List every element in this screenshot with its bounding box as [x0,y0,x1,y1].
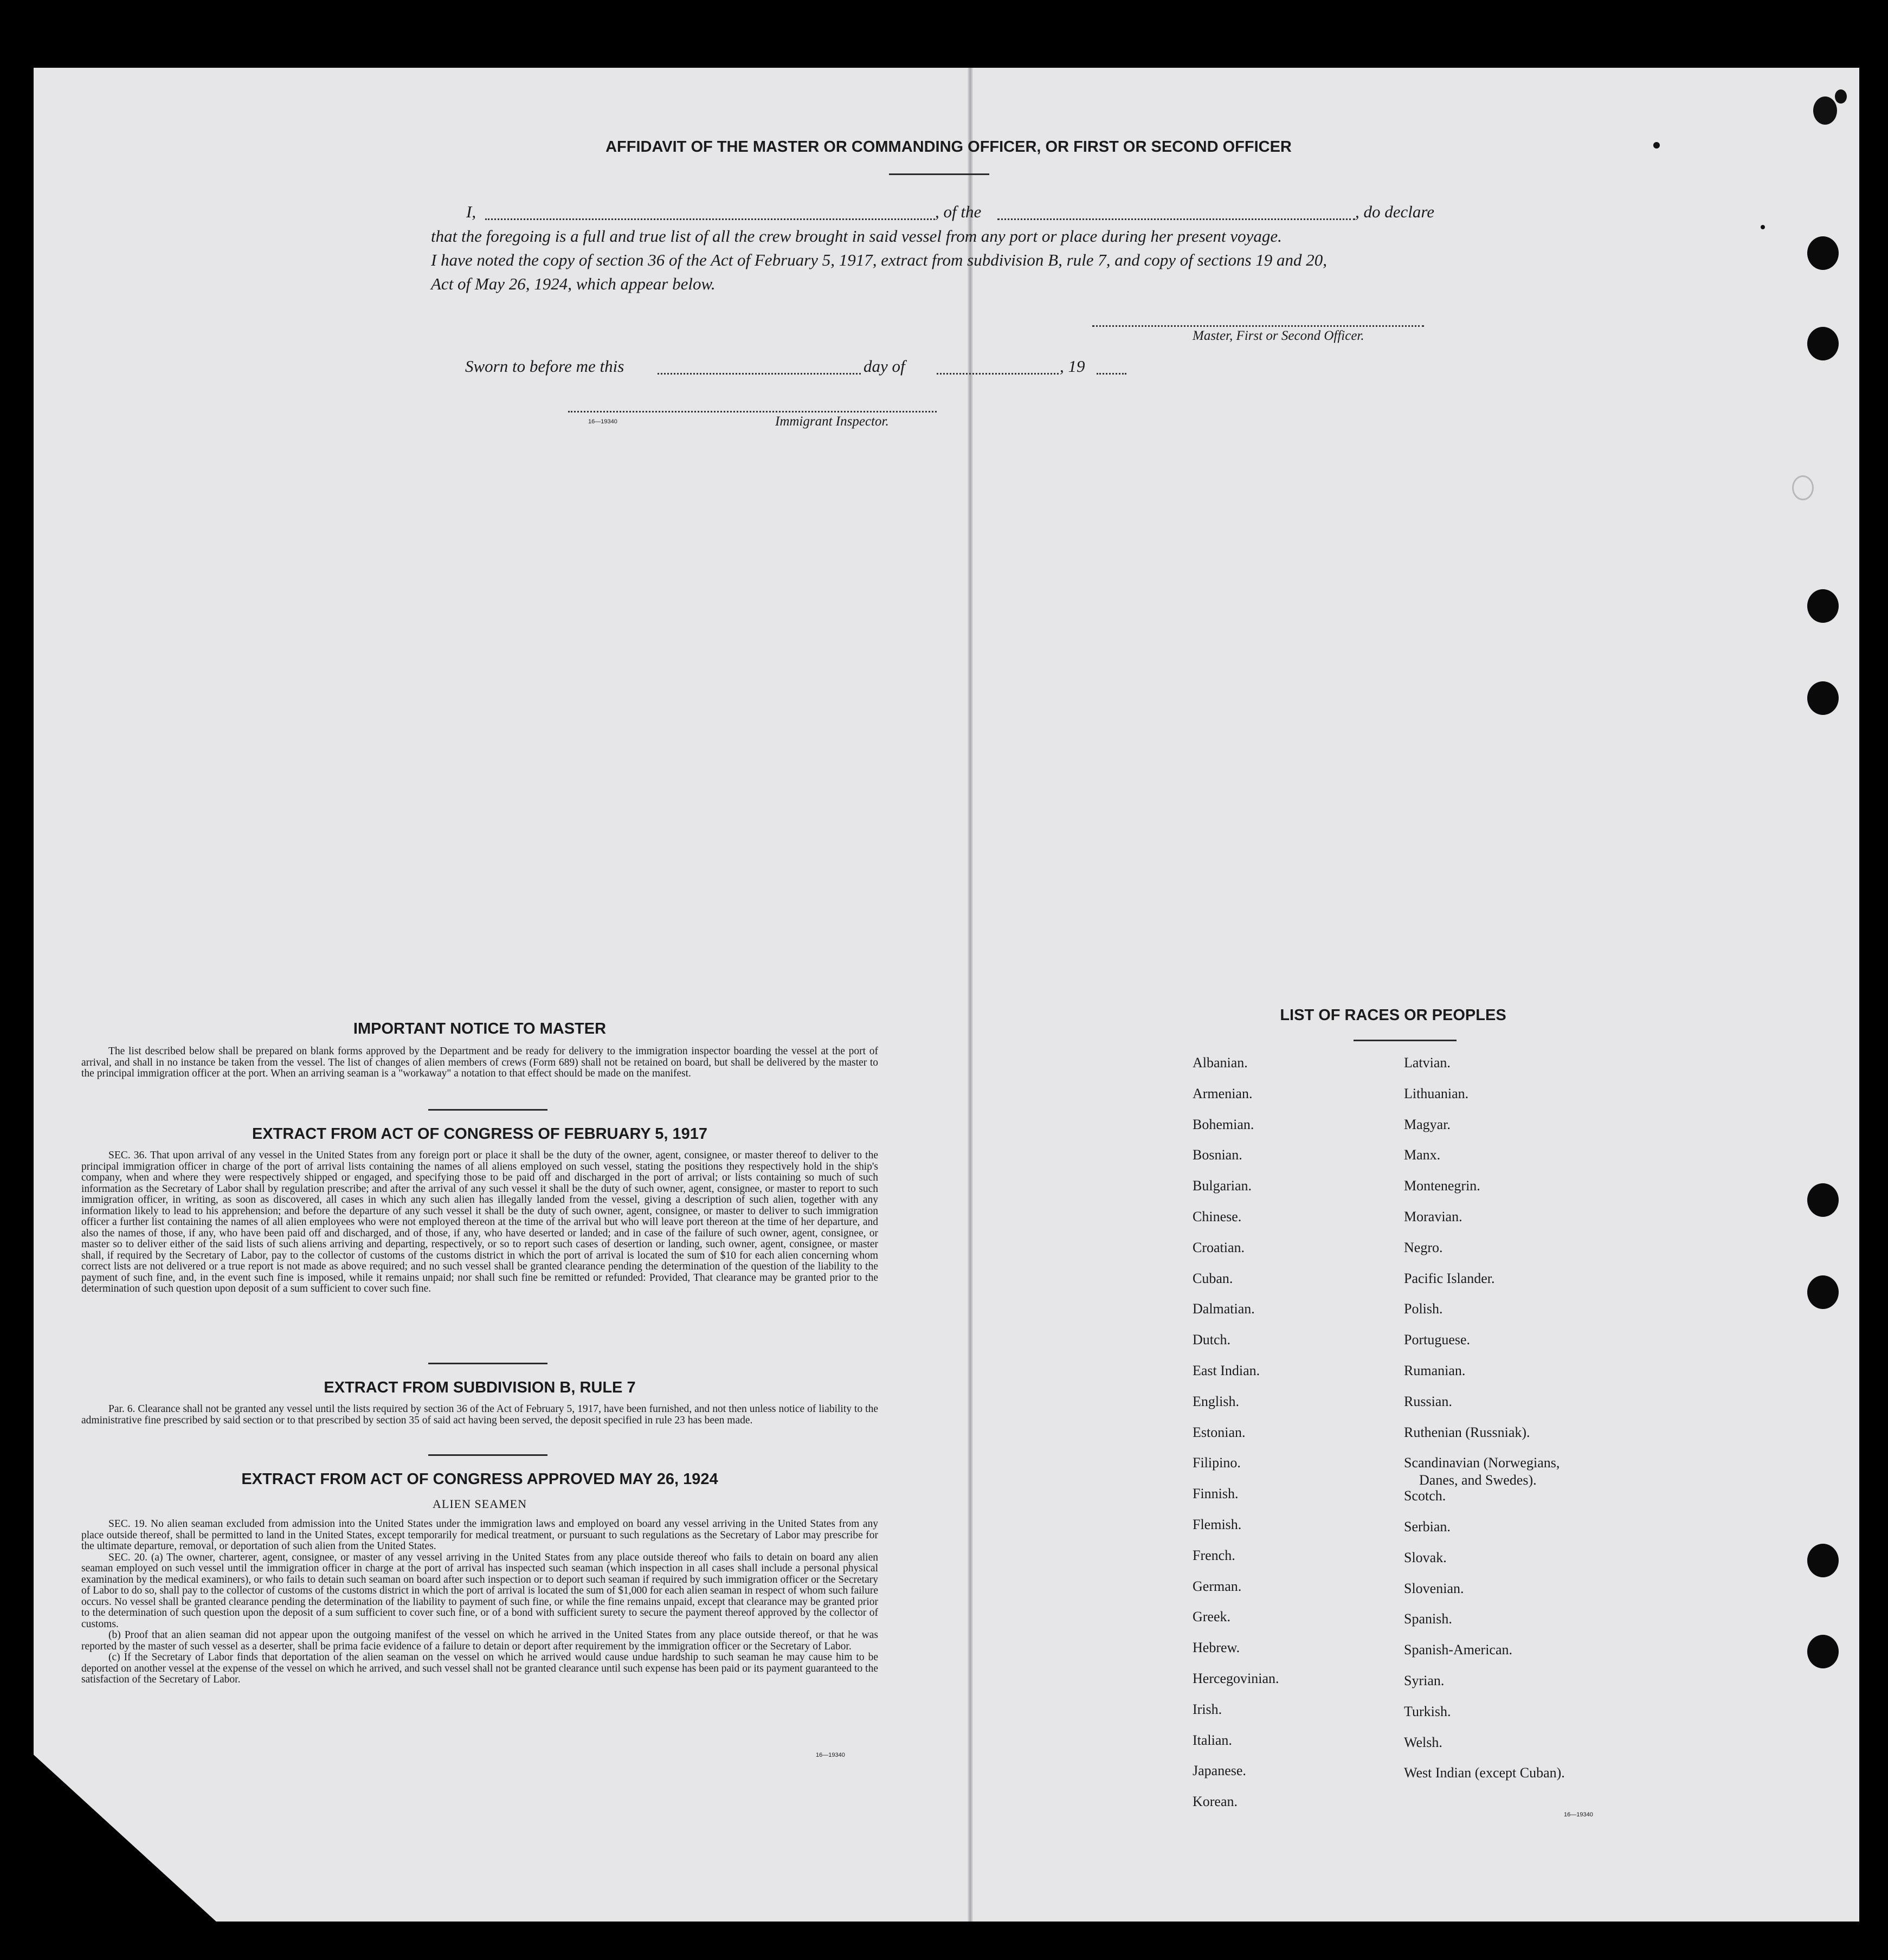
notice-body [81,1046,878,1080]
sworn-month-field[interactable] [937,373,1059,375]
punch-hole [1807,681,1839,715]
rule-7-title: EXTRACT FROM SUBDIVISION B, RULE 7 [324,1379,636,1396]
race-item: French. [1193,1547,1235,1563]
form-number: 16—19340 [816,1752,845,1758]
race-item: Chinese. [1193,1209,1242,1224]
punch-hole [1807,327,1839,360]
race-item: Croatian. [1193,1239,1245,1255]
race-item: Japanese. [1193,1763,1246,1779]
race-item: Syrian. [1404,1673,1445,1688]
race-item: Dalmatian. [1193,1301,1255,1317]
race-item: Finnish. [1193,1486,1239,1502]
declaration-line-4: Act of May 26, 1924, which appear below. [431,274,716,293]
ink-speck [1653,142,1660,149]
race-item: Albanian. [1193,1055,1248,1071]
section-divider [428,1109,547,1111]
punch-hole [1807,1635,1839,1668]
extract-1917-body [81,1150,878,1295]
race-item: Irish. [1193,1701,1222,1717]
section-36-paragraph: SEC. 36. That upon arrival of any vessel in the United States from any foreign port or place it shall be the duty of the owner, agent, consignee, or master thereof to deliver to the principal immigration officer in charge of the port of arrival lists containing the names of all aliens employed on such vessel, stating the positions they respectively hold in the ship's company, when and where they were respectively shipped or engaged, and specifying those to be paid off and discharged in the port of arrival; or lists containing so much of such information as the Secretary of Labor shall by regulation prescribe; and after the arrival of any such vessel it shall be the duty of such owner, agent, consignee, or master to report to such immigration officer, in writing, as soon as discovered, all cases in which any such alien has illegally landed from the vessel, giving a description of such alien, together with any information likely to lead to his apprehension; and before the departure of any such vessel it shall be the duty of such owner, agent, consignee, or master to deliver to such immigration officer a further list containing the names of all alien employees who were not employed thereon at the time of the arrival but who will leave port thereon at the time of her departure, and also the names of those, if any, who have been paid off and discharged, and of those, if any, who have deserted or landed; and in case of the failure of such owner, agent, consignee, or master so to deliver either of the said lists of such aliens arriving and departing, respectively, or so to report such cases of desertion or landing, such owner, agent, consignee, or master shall, if required by the Secretary of Labor, pay to the collector of customs of the customs district in which the port of arrival is located the sum of $10 for each alien concerning whom correct lists are not delivered or a true report is not made as above required; and no such vessel shall be granted clearance pending the determination of the question of the liability to the payment of such fine, and, in the event such fine is imposed, while it remains unpaid; nor shall such fine be remitted or refunded: Provided, That clearance may be granted prior to the determination of such question upon deposit of a sum sufficient to cover such fine. [81,1150,878,1294]
declarant-prefix: I, [466,202,476,221]
year-prefix: , 19 [1060,357,1085,376]
race-item: Serbian. [1404,1519,1451,1535]
rule-7-body [81,1404,878,1426]
race-item: Greek. [1193,1609,1231,1625]
race-item: West Indian (except Cuban). [1404,1765,1565,1781]
sec-20a-paragraph: SEC. 20. (a) The owner, charterer, agent, consignee, or master of any vessel arriving in the United States from any place outside thereof who fails to detain on board any alien seaman employed on such vessel until the immigration officer in charge at the port of arrival has inspected such seaman (which inspection in all cases shall include a personal physical examination by the medical examiners), or who fails to detain such seaman on board after such inspection or to deport such seaman if required by such immigration officer or the Secretary of Labor to do so, shall pay to the collector of customs of the customs district in which the port of arrival is located the sum of $1,000 for each alien seaman in respect of whom such failure occurs. No vessel shall be granted clearance pending the determination of the liability to payment of such fine, or while the fine remains unpaid, except that clearance may be granted prior to the determination of such question upon the deposit of a sum sufficient to cover such fine, or of a bond with sufficient surety to secure the payment thereof approved by the collector of customs. [81,1551,878,1630]
extract-1924-body [81,1519,878,1686]
race-item: Spanish. [1404,1611,1452,1627]
races-title: LIST OF RACES OR PEOPLES [1280,1007,1506,1024]
race-item: Russian. [1404,1393,1452,1409]
race-item: Dutch. [1193,1332,1231,1348]
declare-suffix: , do declare [1355,202,1435,221]
race-item: Filipino. [1193,1455,1241,1471]
inspector-label: Immigrant Inspector. [775,414,889,429]
race-item: Polish. [1404,1301,1443,1317]
alien-seamen-subtitle: ALIEN SEAMEN [433,1497,527,1511]
punch-hole [1807,236,1839,270]
section-divider [428,1454,547,1456]
sworn-prefix: Sworn to before me this [465,357,624,376]
race-item: Scotch. [1404,1488,1446,1504]
race-item: Bulgarian. [1193,1178,1252,1194]
affidavit-title: AFFIDAVIT OF THE MASTER OR COMMANDING OFFICER, OR FIRST OR SECOND OFFICER [605,138,1292,156]
race-item: English. [1193,1393,1239,1409]
officer-label: Master, First or Second Officer. [1193,328,1364,343]
race-item: German. [1193,1578,1242,1594]
race-item: Hercegovinian. [1193,1671,1279,1686]
race-item: Rumanian. [1404,1363,1466,1378]
title-underline [889,173,989,175]
race-item: Cuban. [1193,1270,1233,1286]
ink-speck [1761,225,1765,229]
race-item: Montenegrin. [1404,1178,1480,1194]
sec-19-paragraph: SEC. 19. No alien seaman excluded from admission into the United States under the immigration laws and employed on board any vessel arriving in the United States from any place outside thereof, shall be permitted to land in the United States, except temporarily for medical treatment, or pursuant to such regulations as the Secretary of Labor may prescribe for the ultimate departure, removal, or deportation of such alien from the United States. [81,1518,878,1552]
par-6-paragraph: Par. 6. Clearance shall not be granted any vessel until the lists required by section 36 of the Act of February 5, 1917, have been furnished, and not then unless notice of liability to the administrative fine prescribed by said section or to that prescribed by section 35 of said act having been served, the deposit specified in rule 23 has been made. [81,1403,878,1426]
punch-hole [1807,1275,1839,1309]
sworn-day-field[interactable] [658,373,861,375]
races-title-underline [1354,1040,1457,1041]
punch-hole [1807,1544,1839,1577]
race-item: Hebrew. [1193,1640,1240,1656]
race-item: Magyar. [1404,1116,1451,1132]
race-item: Manx. [1404,1147,1441,1163]
race-item: Bohemian. [1193,1116,1254,1132]
vessel-name-field[interactable] [997,218,1355,220]
race-item: Estonian. [1193,1424,1246,1440]
race-item: Armenian. [1193,1085,1253,1101]
race-item: Ruthenian (Russniak). [1404,1424,1530,1440]
race-item: Slovenian. [1404,1580,1464,1596]
race-item: Negro. [1404,1239,1443,1255]
extract-1917-title: EXTRACT FROM ACT OF CONGRESS OF FEBRUARY 5, 1917 [252,1125,708,1143]
notice-title: IMPORTANT NOTICE TO MASTER [353,1020,607,1037]
race-item: Pacific Islander. [1404,1270,1495,1286]
race-item: Slovak. [1404,1549,1447,1565]
declaration-line-3: I have noted the copy of section 36 of the Act of February 5, 1917, extract from subdivision B, rule 7, and copy of sections 19 and 20, [431,250,1328,269]
extract-1924-title: EXTRACT FROM ACT OF CONGRESS APPROVED MAY 26, 1924 [241,1471,718,1488]
race-item: Turkish. [1404,1703,1451,1719]
officer-signature-field[interactable] [1092,325,1424,327]
punch-hole [1807,589,1839,623]
center-fold-crease [968,68,973,1922]
race-item: Korean. [1193,1794,1238,1810]
race-item: East Indian. [1193,1363,1260,1378]
ink-blot [1813,96,1837,125]
declarant-name-field[interactable] [485,218,935,220]
form-number: 16—19340 [588,418,617,425]
inspector-signature-field[interactable] [568,411,937,412]
notice-paragraph: The list described below shall be prepared on blank forms approved by the Department and be ready for delivery to the immigration inspector boarding the vessel at the port of arrival, and shall in no instance be taken from the vessel. The list of changes of alien members of crews (Form 689) shall not be retained on board, but shall be delivered by the master to the principal immigration officer at the port. When an arriving seaman is a "workaway" a notation to that effect should be made on the manifest. [81,1046,878,1079]
sec-20c-paragraph: (c) If the Secretary of Labor finds that deportation of the alien seaman on the vessel on which he arrived would cause undue hardship to such seaman he may cause him to be deported on another vessel at the expense of the vessel on which he arrived, and such vessel shall not be granted clearance until such expense has been paid or its payment guaranteed to the satisfaction of the Secretary of Labor. [81,1652,878,1685]
race-item: Bosnian. [1193,1147,1242,1163]
day-of-label: day of [864,357,905,376]
declaration-line-1 [466,202,1453,224]
punch-hole [1807,1183,1839,1217]
race-item: Flemish. [1193,1517,1242,1532]
sworn-line [465,357,1224,378]
race-item: Welsh. [1404,1734,1442,1750]
race-item: Lithuanian. [1404,1085,1469,1101]
declaration-line-2: that the foregoing is a full and true list of all the crew brought in said vessel from any port or place during her present voyage. [431,227,1282,246]
race-item: Moravian. [1404,1209,1462,1224]
punch-hole-faint [1792,475,1814,500]
race-item: Italian. [1193,1732,1232,1748]
sec-20b-paragraph: (b) Proof that an alien seaman did not appear upon the outgoing manifest of the vessel on which he arrived in the United States from any place outside thereof, or that he was reported by the master of such vessel as a deserter, shall be prima facie evidence of a failure to detain or deport after requirement by the immigration officer or the Secretary of Labor. [81,1629,878,1652]
race-item: Scandinavian (Norwegians, [1404,1455,1560,1471]
sworn-year-field[interactable] [1097,373,1126,375]
race-item: Portuguese. [1404,1332,1471,1348]
vessel-prefix: , of the [935,202,982,221]
race-item: Latvian. [1404,1055,1451,1071]
form-number: 16—19340 [1564,1811,1593,1818]
race-item: Spanish-American. [1404,1642,1513,1658]
section-divider [428,1363,547,1364]
ink-blot [1835,89,1847,104]
race-item: Danes, and Swedes). [1419,1472,1537,1488]
